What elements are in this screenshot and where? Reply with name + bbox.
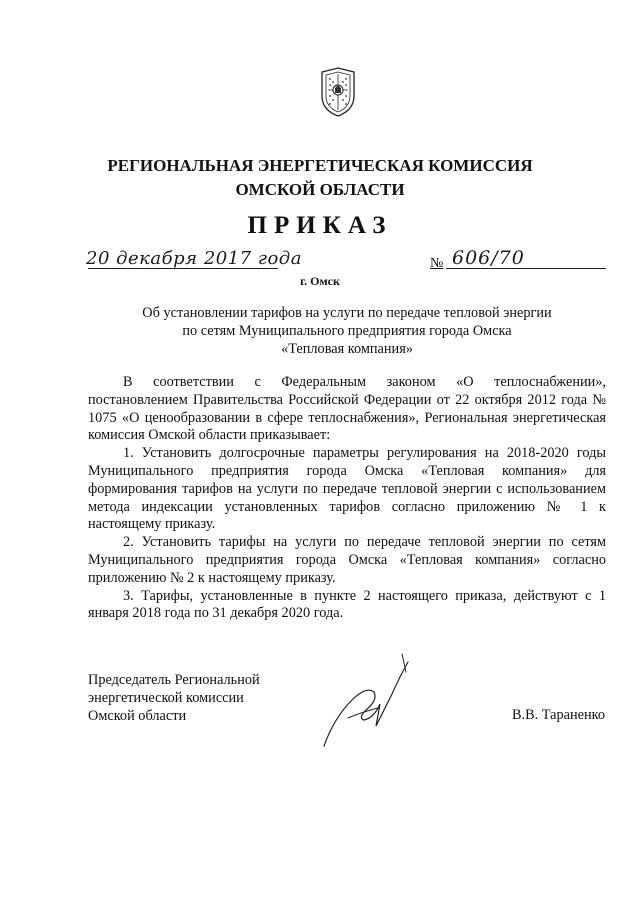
clause-3: 3. Тарифы, установленные в пункте 2 настоящего приказа, действуют с 1 января 2018 года по 31 декабря 2020 года. xyxy=(88,587,606,622)
number-underline xyxy=(446,268,606,269)
coat-of-arms-emblem xyxy=(318,66,358,118)
city-label: г. Омск xyxy=(300,274,340,288)
date-underline xyxy=(88,268,278,269)
preamble-paragraph: В соответствии с Федеральным законом «О теплоснабжении», постановлением Правительства Российской Федерации от 22 октября 2012 года № 1075 «О ценообразовании в сфере теплоснабжения», Региональная энергетическая комиссия Омской области приказывает: xyxy=(88,374,606,444)
position-line1: Председатель Региональной xyxy=(88,672,260,688)
order-body xyxy=(88,374,606,623)
subject-line2: по сетям Муниципального предприятия города Омска xyxy=(182,323,512,339)
position-line3: Омской области xyxy=(88,708,187,724)
clause-2: 2. Установить тарифы на услуги по передаче тепловой энергии по сетям Муниципального предприятия города Омска «Тепловая компания» согласно приложению № 2 к настоящему приказу. xyxy=(88,534,606,586)
signatory-name: В.В. Тараненко xyxy=(512,707,606,723)
order-subject xyxy=(88,304,606,358)
document-type-title: ПРИКАЗ xyxy=(247,212,393,239)
handwritten-signature xyxy=(318,648,418,753)
organization-name-line1: РЕГИОНАЛЬНАЯ ЭНЕРГЕТИЧЕСКАЯ КОМИССИЯ xyxy=(107,156,533,175)
subject-line1: Об установлении тарифов на услуги по передаче тепловой энергии xyxy=(142,305,552,321)
position-line2: энергетической комиссии xyxy=(88,690,244,706)
handwritten-order-number: 606/70 xyxy=(452,247,525,269)
handwritten-date: 20 декабря 2017 года xyxy=(86,248,302,269)
signatory-position xyxy=(88,671,260,725)
subject-line3: «Тепловая компания» xyxy=(281,341,413,357)
number-label: № xyxy=(430,256,444,271)
organization-name-line2: ОМСКОЙ ОБЛАСТИ xyxy=(235,180,405,199)
clause-1: 1. Установить долгосрочные параметры регулирования на 2018-2020 годы Муниципального предприятия города Омска «Тепловая компания» для формирования тарифов на услуги по передаче тепловой энергии с использованием метода индексации установленных тарифов согласно приложению № 1 к настоящему приказу. xyxy=(88,445,606,533)
